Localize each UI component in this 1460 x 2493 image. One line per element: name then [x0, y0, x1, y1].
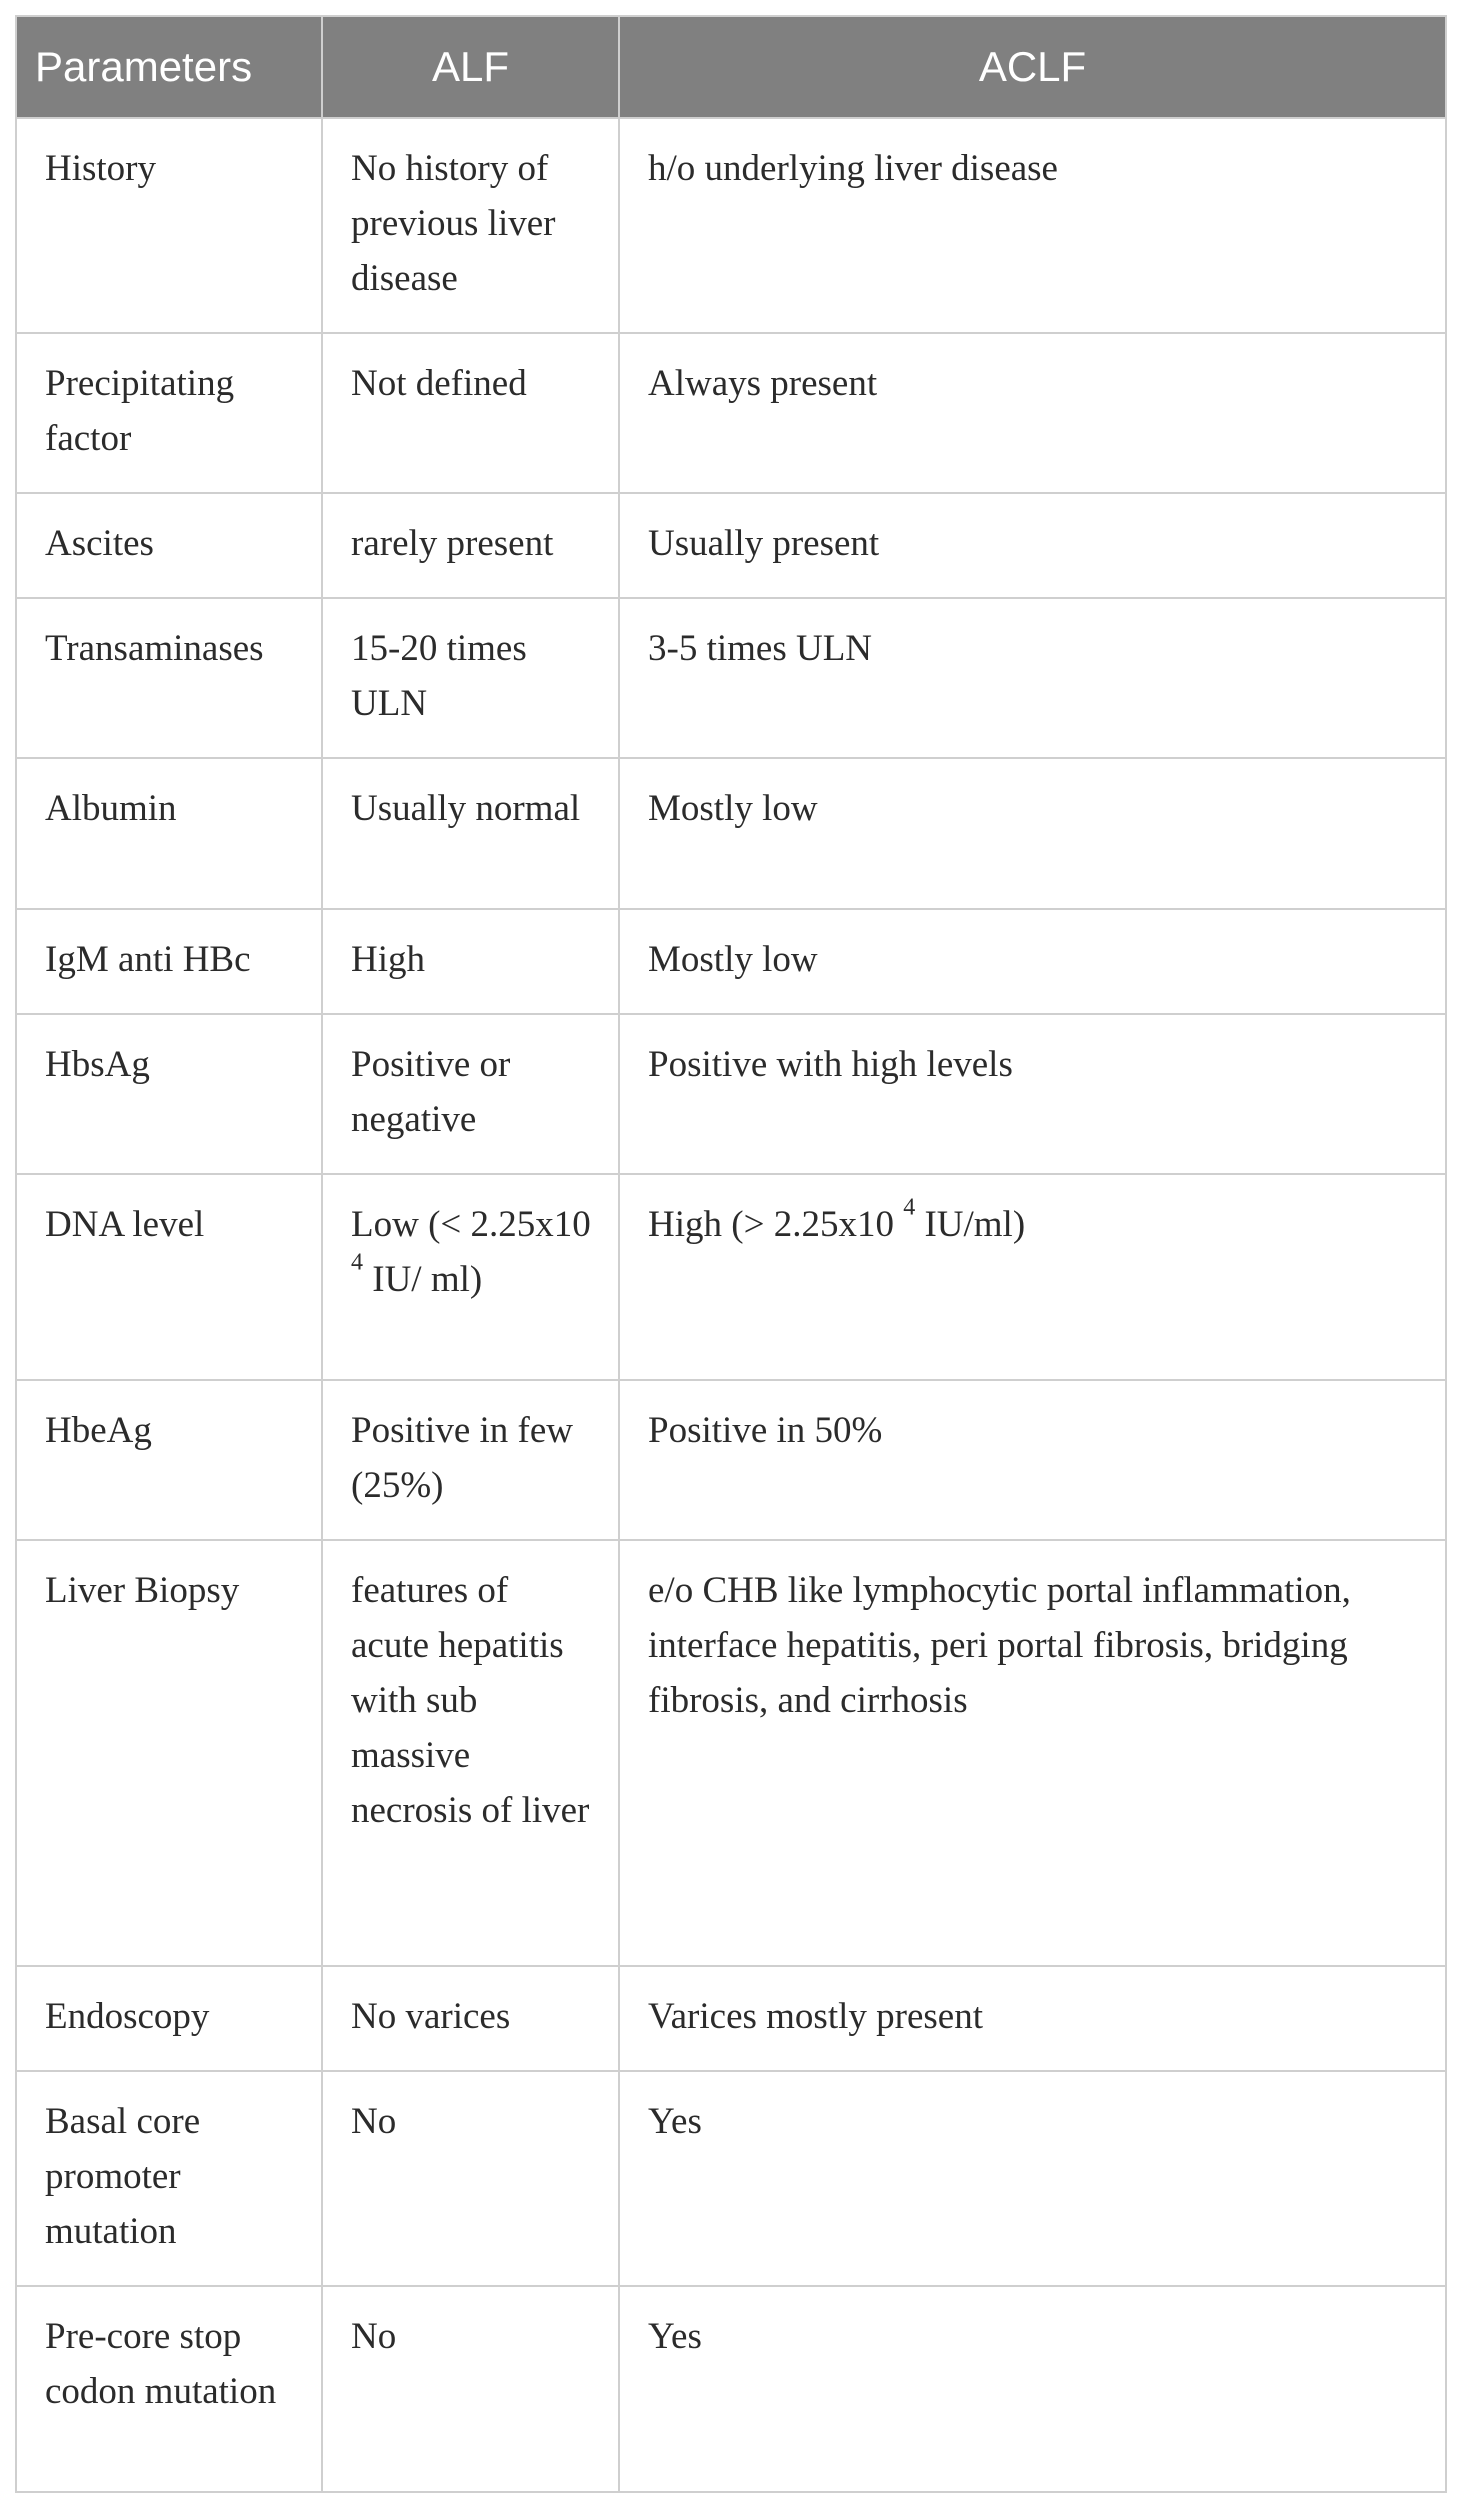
alf-dna-exponent: 4 — [351, 1249, 363, 1276]
alf-cell: No — [322, 2286, 619, 2492]
table-row — [16, 1380, 1446, 1540]
parameter-cell: Ascites — [16, 493, 322, 598]
alf-cell: 15-20 times ULN — [322, 598, 619, 758]
aclf-cell: Positive with high levels — [619, 1014, 1446, 1174]
aclf-cell — [619, 1174, 1446, 1380]
aclf-dna-value: High (> 2.25x10 — [648, 1204, 894, 1245]
alf-cell: features of acute hepatitis with sub massive necrosis of liver — [322, 1540, 619, 1966]
alf-cell — [322, 1174, 619, 1380]
table-body — [16, 118, 1446, 2492]
aclf-cell: Varices mostly present — [619, 1966, 1446, 2071]
aclf-cell: Usually present — [619, 493, 1446, 598]
header-aclf: ACLF — [619, 16, 1446, 118]
parameter-cell: HbsAg — [16, 1014, 322, 1174]
aclf-cell: 3-5 times ULN — [619, 598, 1446, 758]
header-alf: ALF — [322, 16, 619, 118]
parameter-cell: IgM anti HBc — [16, 909, 322, 1014]
aclf-dna-exponent: 4 — [903, 1194, 916, 1221]
table-row — [16, 758, 1446, 909]
parameter-cell: Basal core promoter mutation — [16, 2071, 322, 2286]
aclf-cell: e/o CHB like lymphocytic portal inflammation, interface hepatitis, peri portal fibrosis, bridging fibrosis, and cirrhosis — [619, 1540, 1446, 1966]
table-row — [16, 333, 1446, 493]
alf-cell: No varices — [322, 1966, 619, 2071]
alf-cell: No — [322, 2071, 619, 2286]
table-row — [16, 598, 1446, 758]
alf-dna-value: Low (< 2.25x10 — [351, 1204, 591, 1245]
alf-cell: Positive in few (25%) — [322, 1380, 619, 1540]
parameter-cell: Albumin — [16, 758, 322, 909]
table-row — [16, 1014, 1446, 1174]
table-row — [16, 1174, 1446, 1380]
table-row — [16, 2071, 1446, 2286]
table-row — [16, 493, 1446, 598]
table-row — [16, 909, 1446, 1014]
parameter-cell: Endoscopy — [16, 1966, 322, 2071]
table-row — [16, 1540, 1446, 1966]
alf-cell: No history of previous liver disease — [322, 118, 619, 333]
comparison-table — [15, 15, 1447, 2493]
aclf-cell: Positive in 50% — [619, 1380, 1446, 1540]
parameter-cell: History — [16, 118, 322, 333]
alf-cell: rarely present — [322, 493, 619, 598]
header-row — [16, 16, 1446, 118]
aclf-dna-unit: IU/ml) — [924, 1204, 1026, 1245]
aclf-cell: Yes — [619, 2071, 1446, 2286]
parameter-cell: Transaminases — [16, 598, 322, 758]
aclf-cell: Always present — [619, 333, 1446, 493]
parameter-cell: HbeAg — [16, 1380, 322, 1540]
table-header — [16, 16, 1446, 118]
aclf-cell: Mostly low — [619, 909, 1446, 1014]
alf-cell: Usually normal — [322, 758, 619, 909]
table-row — [16, 1966, 1446, 2071]
alf-cell: High — [322, 909, 619, 1014]
alf-dna-unit: IU/ ml) — [372, 1259, 483, 1300]
parameter-cell: Liver Biopsy — [16, 1540, 322, 1966]
alf-cell: Positive or negative — [322, 1014, 619, 1174]
header-parameters: Parameters — [16, 16, 322, 118]
parameter-cell: DNA level — [16, 1174, 322, 1380]
aclf-cell: Mostly low — [619, 758, 1446, 909]
parameter-cell: Pre-core stop codon mutation — [16, 2286, 322, 2492]
table-row — [16, 2286, 1446, 2492]
aclf-cell: h/o underlying liver disease — [619, 118, 1446, 333]
parameter-cell: Precipitating factor — [16, 333, 322, 493]
alf-cell: Not defined — [322, 333, 619, 493]
aclf-cell: Yes — [619, 2286, 1446, 2492]
table-row — [16, 118, 1446, 333]
